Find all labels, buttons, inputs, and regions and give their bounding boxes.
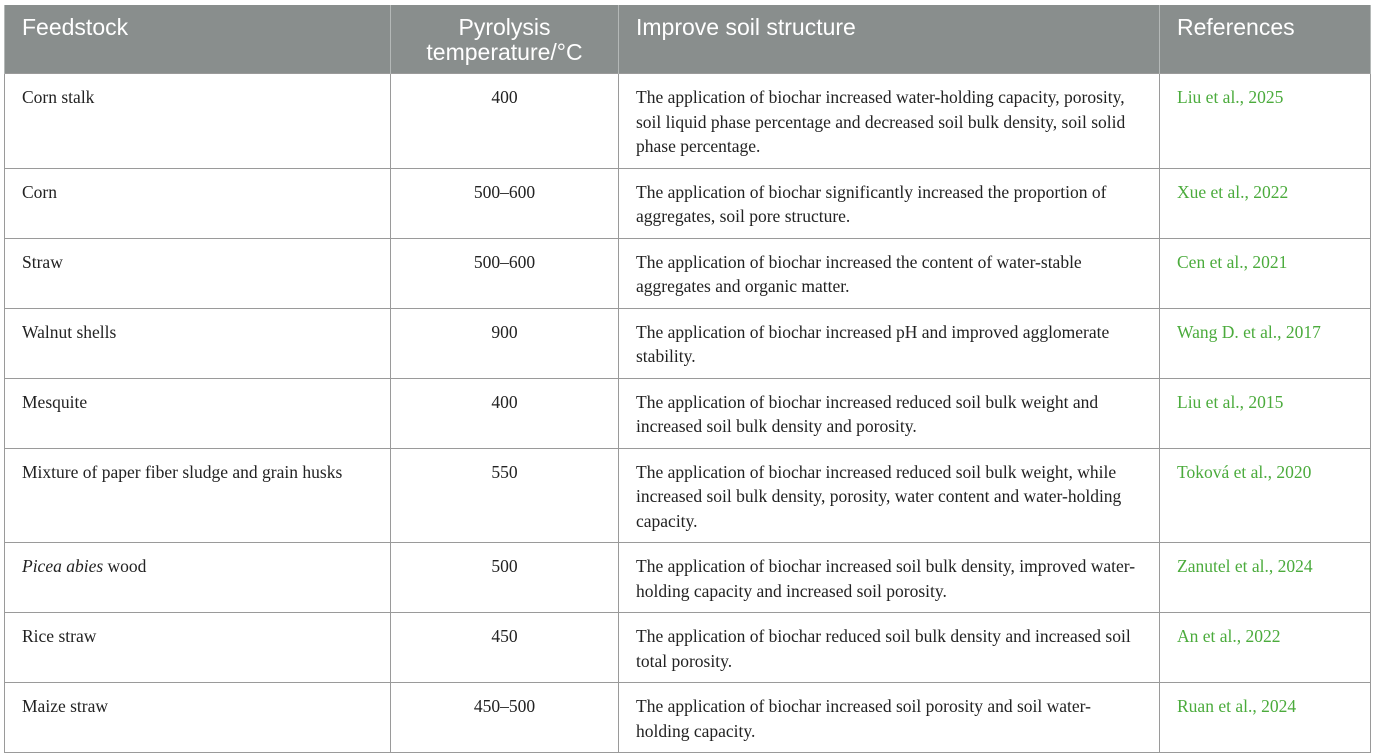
cell-feedstock: Straw	[5, 238, 391, 308]
cell-temperature: 550	[391, 448, 619, 543]
cell-effect: The application of biochar increased the content of water-stable aggregates and organic matter.	[619, 238, 1160, 308]
reference-link[interactable]: Zanutel et al., 2024	[1160, 543, 1371, 613]
cell-temperature: 450–500	[391, 683, 619, 753]
header-temp-line1: Pyrolysis	[458, 14, 551, 40]
header-pyrolysis-temperature	[391, 5, 619, 74]
reference-link[interactable]: An et al., 2022	[1160, 613, 1371, 683]
cell-temperature: 400	[391, 378, 619, 448]
table-row	[5, 613, 1371, 683]
cell-feedstock: Rice straw	[5, 613, 391, 683]
cell-temperature: 500–600	[391, 238, 619, 308]
reference-link[interactable]: Xue et al., 2022	[1160, 168, 1371, 238]
cell-effect: The application of biochar reduced soil bulk density and increased soil total porosity.	[619, 613, 1160, 683]
cell-feedstock	[5, 543, 391, 613]
cell-effect: The application of biochar increased pH and improved agglomerate stability.	[619, 308, 1160, 378]
cell-effect: The application of biochar significantly increased the proportion of aggregates, soil pore structure.	[619, 168, 1160, 238]
table-container	[4, 5, 1370, 753]
cell-feedstock: Corn	[5, 168, 391, 238]
cell-feedstock: Corn stalk	[5, 74, 391, 169]
header-improve-soil-structure: Improve soil structure	[619, 5, 1160, 74]
feedstock-italic-species: Picea abies	[22, 556, 104, 576]
reference-link[interactable]: Liu et al., 2015	[1160, 378, 1371, 448]
feedstock-rest: wood	[103, 556, 147, 576]
cell-effect: The application of biochar increased water-holding capacity, porosity, soil liquid phase percentage and decreased soil bulk density, soil solid phase percentage.	[619, 74, 1160, 169]
table-row	[5, 168, 1371, 238]
table-body	[5, 74, 1371, 753]
header-references: References	[1160, 5, 1371, 74]
cell-effect: The application of biochar increased reduced soil bulk weight and increased soil bulk density and porosity.	[619, 378, 1160, 448]
cell-temperature: 500–600	[391, 168, 619, 238]
cell-temperature: 500	[391, 543, 619, 613]
cell-feedstock: Mixture of paper fiber sludge and grain husks	[5, 448, 391, 543]
reference-link[interactable]: Wang D. et al., 2017	[1160, 308, 1371, 378]
table-row	[5, 238, 1371, 308]
cell-effect: The application of biochar increased soil porosity and soil water-holding capacity.	[619, 683, 1160, 753]
table-row	[5, 378, 1371, 448]
cell-feedstock: Walnut shells	[5, 308, 391, 378]
cell-feedstock: Maize straw	[5, 683, 391, 753]
cell-effect: The application of biochar increased soil bulk density, improved water-holding capacity and increased soil porosity.	[619, 543, 1160, 613]
table-row	[5, 543, 1371, 613]
reference-link[interactable]: Toková et al., 2020	[1160, 448, 1371, 543]
cell-temperature: 450	[391, 613, 619, 683]
reference-link[interactable]: Ruan et al., 2024	[1160, 683, 1371, 753]
reference-link[interactable]: Liu et al., 2025	[1160, 74, 1371, 169]
table-row	[5, 683, 1371, 753]
table-header	[5, 5, 1371, 74]
biochar-soil-structure-table	[4, 5, 1371, 753]
table-row	[5, 308, 1371, 378]
cell-effect: The application of biochar increased reduced soil bulk weight, while increased soil bulk density, porosity, water content and water-holding capacity.	[619, 448, 1160, 543]
header-temp-line2: temperature/°C	[426, 39, 583, 65]
header-row	[5, 5, 1371, 74]
reference-link[interactable]: Cen et al., 2021	[1160, 238, 1371, 308]
header-feedstock: Feedstock	[5, 5, 391, 74]
cell-temperature: 400	[391, 74, 619, 169]
table-row	[5, 448, 1371, 543]
table-row	[5, 74, 1371, 169]
cell-feedstock: Mesquite	[5, 378, 391, 448]
cell-temperature: 900	[391, 308, 619, 378]
